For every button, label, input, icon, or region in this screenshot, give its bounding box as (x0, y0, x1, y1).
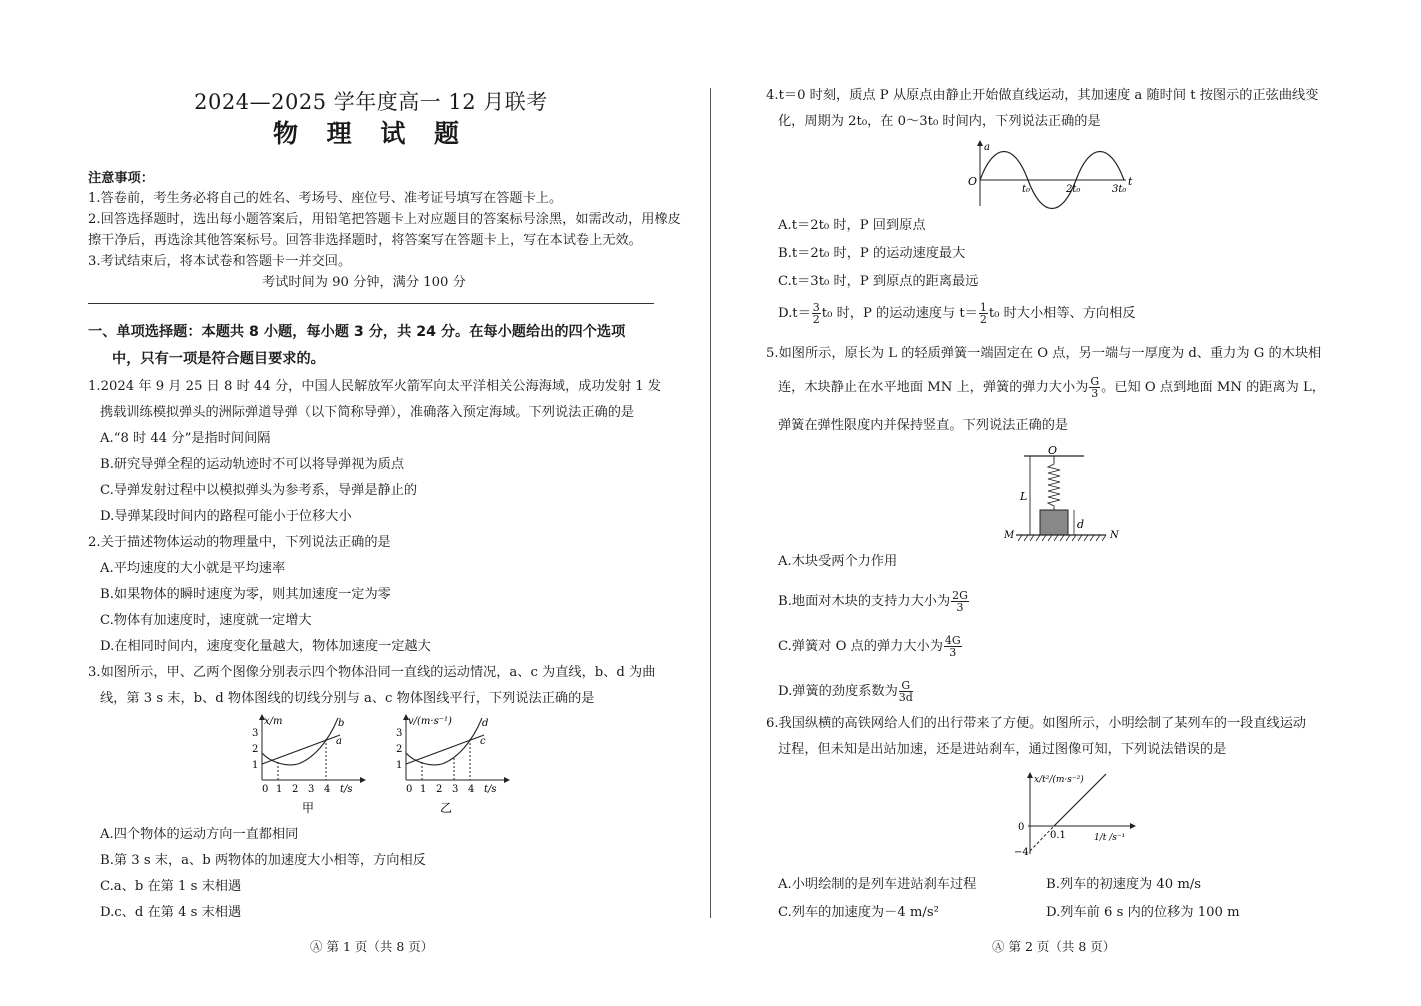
point-M-label: M (1004, 530, 1015, 541)
q6-option-c: C.列车的加速度为－4 m/s² (778, 905, 939, 920)
y-intercept-label: −4 (1014, 847, 1029, 858)
page-right (712, 0, 1421, 1006)
line-label-c: c (480, 736, 486, 747)
notice-line: 擦干净后，再选涂其他答案标号。回答非选择题时，将答案写在答题卡上，写在本试卷上无效。 (88, 233, 642, 248)
exam-title: 2024—2025 学年度高一 12 月联考 (194, 90, 548, 114)
q6-option-d: D.列车前 6 s 内的位移为 100 m (1046, 905, 1240, 920)
q1-stem: 携载训练模拟弹头的洲际弹道导弹（以下简称导弹），准确落入预定海域。下列说法正确的是 (100, 405, 635, 420)
q4-option-b: B.t＝2t₀ 时，P 的运动速度最大 (778, 246, 966, 261)
denominator: 3 (1091, 387, 1099, 400)
notice-line: 1.答卷前，考生务必将自己的姓名、考场号、座位号、准考证号填写在答题卡上。 (88, 191, 563, 206)
y-tick-label: 2 (252, 744, 259, 755)
q6-option-b: B.列车的初速度为 40 m/s (1046, 877, 1202, 892)
exam-info: 考试时间为 90 分钟，满分 100 分 (262, 275, 466, 290)
q4-option-d (778, 302, 1135, 325)
x-tick-label: 3 (452, 784, 459, 795)
q3-stem: 3.如图所示，甲、乙两个图像分别表示四个物体沿同一直线的运动情况，a、c 为直线，b、d 为曲 (88, 665, 656, 680)
x-tick-label: 1 (420, 784, 427, 795)
fraction (812, 302, 821, 325)
thickness-d-label: d (1077, 518, 1085, 531)
text: 。已知 O 点到地面 MN 的距离为 L， (1101, 380, 1325, 395)
q2-option-c: C.物体有加速度时，速度就一定增大 (100, 613, 312, 628)
spring (1048, 456, 1060, 510)
y-axis-label: x/t²/(m·s⁻²) (1034, 775, 1084, 785)
point-O-label: O (1048, 444, 1058, 457)
notice-line: 3.考试结束后，将本试卷和答题卡一并交回。 (88, 254, 352, 269)
curve-label-b: b (338, 718, 345, 729)
y-tick-label: 2 (396, 744, 403, 755)
fraction (979, 302, 988, 325)
origin-label: 0 (406, 784, 413, 795)
tick-3t0: 3t₀ (1112, 184, 1127, 195)
q3-option-c: C.a、b 在第 1 s 末相遇 (100, 879, 242, 894)
q1-option-b: B.研究导弹全程的运动轨迹时不可以将导弹视为质点 (100, 457, 405, 472)
x-axis-label: 1/t /s⁻¹ (1094, 833, 1126, 843)
q2-option-b: B.如果物体的瞬时速度为零，则其加速度一定为零 (100, 587, 391, 602)
page-footer: Ⓐ 第 2 页（共 8 页） (992, 939, 1116, 954)
subject-title: 物 理 试 题 (272, 119, 470, 148)
q5-option-c (778, 635, 963, 658)
fraction (944, 635, 962, 658)
y-tick-label: 1 (396, 760, 403, 771)
q1-option-c: C.导弹发射过程中以模拟弹头为参考系，导弹是静止的 (100, 483, 418, 498)
q4-figure (964, 138, 1134, 210)
ground-hatch (1018, 535, 1106, 541)
origin-label: O (968, 175, 978, 188)
q1-option-a: A.“8 时 44 分”是指时间间隔 (100, 431, 271, 446)
q2-option-d: D.在相同时间内，速度变化量越大，物体加速度一定越大 (100, 639, 431, 654)
q5-stem: 5.如图所示，原长为 L 的轻质弹簧一端固定在 O 点，另一端与一厚度为 d、重力为 G 的木块相 (766, 346, 1322, 361)
q5-option-b (778, 590, 970, 613)
numerator: 3 (812, 301, 820, 314)
x-tick-label: 2 (436, 784, 443, 795)
q6-option-a: A.小明绘制的是列车进站刹车过程 (778, 877, 977, 892)
figure-caption: 乙 (440, 801, 453, 815)
text: D.弹簧的劲度系数为 (778, 684, 898, 699)
q6-figure (1010, 768, 1140, 864)
q4-stem: 化，周期为 2t₀，在 0～3t₀ 时间内，下列说法正确的是 (778, 114, 1101, 129)
q5-option-a: A.木块受两个力作用 (778, 554, 898, 569)
wood-block (1040, 510, 1068, 535)
q4-option-c: C.t＝3t₀ 时，P 到原点的距离最远 (778, 274, 979, 289)
q3-figure-jia (248, 712, 366, 818)
origin-label: 0 (262, 784, 269, 795)
y-axis-label: a (984, 142, 990, 153)
text: B.地面对木块的支持力大小为 (778, 594, 951, 609)
q2-option-a: A.平均速度的大小就是平均速率 (100, 561, 286, 576)
fraction (899, 680, 913, 703)
denominator: 3 (949, 646, 957, 659)
q5-option-d (778, 680, 914, 703)
length-L-label: L (1020, 490, 1028, 503)
x-tick-label: 2 (292, 784, 299, 795)
numerator: G (899, 680, 913, 692)
section-heading: 一、单项选择题：本题共 8 小题，每小题 3 分，共 24 分。在每小题给出的四个选项 (88, 324, 626, 340)
page-left (0, 0, 710, 1006)
notice-heading: 注意事项： (88, 171, 154, 186)
fraction (1089, 376, 1100, 399)
tick-2t0: 2t₀ (1066, 184, 1081, 195)
denominator: 2 (812, 313, 820, 326)
text: t₀ 时大小相等、方向相反 (988, 306, 1136, 321)
q4-stem: 4.t＝0 时刻，质点 P 从原点由静止开始做直线运动，其加速度 a 随时间 t 按图示的正弦曲线变 (766, 88, 1319, 103)
section-heading-cont: 中，只有一项是符合题目要求的。 (112, 351, 325, 367)
line-label-a: a (336, 736, 342, 747)
q5-stem (778, 376, 1325, 399)
line-c (406, 735, 484, 764)
q3-option-b: B.第 3 s 末，a、b 两物体的加速度大小相等，方向相反 (100, 853, 426, 868)
curve-label-d: d (482, 718, 489, 729)
x-tick-label: 4 (324, 784, 331, 795)
tick-t0: t₀ (1022, 184, 1031, 195)
text: C.弹簧对 O 点的弹力大小为 (778, 639, 943, 654)
q4-option-a: A.t＝2t₀ 时，P 回到原点 (778, 218, 926, 233)
y-axis-label: x/m (264, 716, 283, 727)
text: t₀ 时，P 的运动速度与 t＝ (821, 306, 978, 321)
page-divider (710, 88, 711, 918)
denominator: 2 (979, 313, 987, 326)
q1-stem: 1.2024 年 9 月 25 日 8 时 44 分，中国人民解放军火箭军向太平洋相关公海海域，成功发射 1 发 (88, 379, 661, 394)
numerator: 1 (979, 301, 987, 314)
text: D.t＝ (778, 306, 811, 321)
q3-figure-yi (392, 712, 510, 818)
x-tick-label: 1 (276, 784, 283, 795)
origin-label: 0 (1018, 822, 1025, 833)
text: 连，木块静止在水平地面 MN 上，弹簧的弹力大小为 (778, 380, 1089, 395)
point-N-label: N (1110, 530, 1119, 541)
q1-option-d: D.导弹某段时间内的路程可能小于位移大小 (100, 509, 352, 524)
q5-stem: 弹簧在弹性限度内并保持竖直。下列说法正确的是 (778, 418, 1069, 433)
x-tick-label: 3 (308, 784, 315, 795)
x-axis-label: t (1128, 175, 1133, 188)
page-footer: Ⓐ 第 1 页（共 8 页） (310, 939, 434, 954)
q6-stem: 6.我国纵横的高铁网给人们的出行带来了方便。如图所示，小明绘制了某列车的一段直线运动 (766, 716, 1307, 731)
q3-option-a: A.四个物体的运动方向一直都相同 (100, 827, 299, 842)
y-tick-label: 1 (252, 760, 259, 771)
denominator: 3 (956, 601, 964, 614)
fraction (951, 590, 969, 613)
q2-stem: 2.关于描述物体运动的物理量中，下列说法正确的是 (88, 535, 391, 550)
y-tick-label: 3 (252, 728, 259, 739)
numerator: G (1090, 375, 1100, 388)
divider-line (88, 303, 654, 304)
y-tick-label: 3 (396, 728, 403, 739)
x-axis-label: t/s (484, 784, 497, 795)
x-axis-label: t/s (340, 784, 353, 795)
q6-stem: 过程，但未知是出站加速，还是进站刹车，通过图像可知，下列说法错误的是 (778, 742, 1227, 757)
notice-line: 2.回答选择题时，选出每小题答案后，用铅笔把答题卡上对应题目的答案标号涂黑，如需改动，用橡皮 (88, 212, 681, 227)
numerator: 4G (944, 634, 961, 647)
q3-stem: 线，第 3 s 末，b、d 物体图线的切线分别与 a、c 物体图线平行，下列说法正确的是 (100, 691, 595, 706)
y-axis-label: v/(m·s⁻¹) (408, 716, 452, 727)
x-tick-label: 4 (468, 784, 475, 795)
q5-figure (988, 442, 1128, 544)
q3-option-d: D.c、d 在第 4 s 末相遇 (100, 905, 242, 920)
denominator: 3d (898, 691, 913, 704)
figure-caption: 甲 (302, 801, 315, 815)
line-a (262, 735, 340, 764)
numerator: 2G (952, 589, 968, 602)
x-tick-label: 0.1 (1050, 830, 1066, 841)
